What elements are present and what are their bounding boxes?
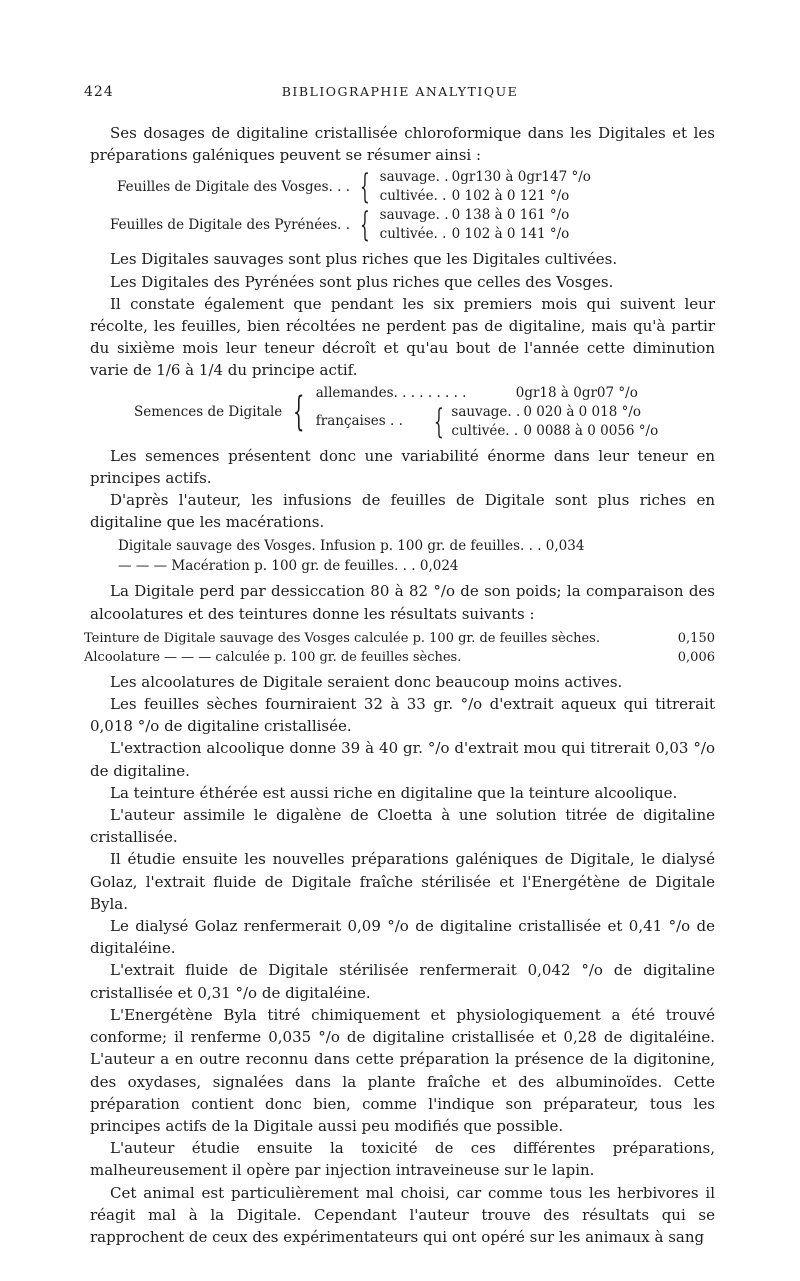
option-row (380, 225, 570, 244)
paragraph: Les Digitales des Pyrénées sont plus riches que celles des Vosges. (110, 272, 614, 291)
teinture-table (84, 629, 715, 667)
option-value: 0 020 à 0 018 °/o (523, 403, 642, 420)
option-row (380, 206, 570, 225)
brace-icon: { (433, 401, 444, 442)
option-name: allemandes. . . . . . . . . (315, 384, 467, 401)
table-row (90, 168, 715, 206)
row-options (380, 168, 591, 206)
option-name: françaises . . (315, 413, 403, 430)
table-row (90, 206, 715, 244)
brace-icon: { (359, 205, 370, 246)
table-line (84, 629, 715, 648)
running-title: BIBLIOGRAPHIE ANALYTIQUE (281, 84, 519, 99)
row-options (316, 384, 658, 441)
option-name: sauvage. . (451, 403, 521, 420)
line-value: 0,150 (677, 630, 715, 646)
infusion-table (118, 537, 715, 576)
option-name: cultivée. . (379, 226, 447, 243)
option-name: sauvage. . (379, 207, 449, 224)
row-label: Semences de Digitale (134, 403, 283, 420)
option-value: 0gr130 à 0gr147 °/o (451, 169, 591, 186)
page-header (84, 84, 716, 104)
option-name: cultivée. . (379, 188, 447, 205)
paragraph: Les alcoolatures de Digitale seraient donc beaucoup moins actives. (110, 672, 623, 691)
brace-icon: { (359, 167, 370, 208)
row-label: Feuilles de Digitale des Pyrénées. . (109, 216, 350, 233)
option-row (316, 384, 658, 403)
option-name: sauvage. . (379, 169, 449, 186)
paragraph: L'extrait fluide de Digitale stérilisée renfermerait 0,042 °/o de digitaline cristallisée et 0,31 °/o de digitaléine. (90, 961, 715, 1002)
option-value: 0 138 à 0 161 °/o (451, 207, 570, 224)
row-label: Feuilles de Digitale des Vosges. . . (116, 178, 350, 195)
paragraph: Il étudie ensuite les nouvelles préparations galéniques de Digitale, le dialysé Golaz, l'extrait fluide de Digitale fraîche stérilisée et l'Energétène de Digitale Byla. (90, 850, 715, 913)
paragraph: Les semences présentent donc une variabilité énorme dans leur teneur en principes actifs. (90, 446, 715, 487)
option-name: cultivée. . (451, 422, 519, 439)
paragraph: La Digitale perd par dessiccation 80 à 82 °/o de son poids; la comparaison des alcoolatures et des teintures donne les résultats suivants : (90, 582, 715, 623)
dosage-table-feuilles (90, 168, 715, 244)
row-options (380, 206, 570, 244)
brace-icon: { (293, 389, 305, 436)
line-text: Alcoolature — — — calculée p. 100 gr. de feuilles sèches. (84, 649, 462, 665)
paragraph: D'après l'auteur, les infusions de feuilles de Digitale sont plus riches en digitaline que les macérations. (90, 491, 715, 532)
option-row (451, 403, 658, 422)
option-row (380, 187, 591, 206)
option-row (451, 422, 658, 441)
page-body (84, 122, 715, 1248)
paragraph: L'extraction alcoolique donne 39 à 40 gr. °/o d'extrait mou qui titrerait 0,03 °/o de digitaline. (90, 739, 715, 780)
table-line (84, 648, 715, 667)
option-value: 0 0088 à 0 0056 °/o (523, 422, 659, 439)
option-row (380, 168, 591, 187)
table-line: Digitale sauvage des Vosges. Infusion p. 100 gr. de feuilles. . . 0,034 (118, 538, 585, 555)
paragraph: Le dialysé Golaz renfermerait 0,09 °/o de digitaline cristallisée et 0,41 °/o de digitaléine. (90, 917, 715, 958)
paragraph: L'auteur assimile le digalène de Cloetta à une solution titrée de digitaline cristallisée. (90, 806, 715, 847)
table-row (134, 384, 715, 441)
line-value: 0,006 (677, 649, 715, 665)
dosage-table-semences (134, 384, 715, 441)
paragraph: Les Digitales sauvages sont plus riches que les Digitales cultivées. (110, 250, 618, 269)
option-value: 0gr18 à 0gr07 °/o (515, 384, 638, 401)
option-row (316, 403, 658, 441)
paragraph: La teinture éthérée est aussi riche en digitaline que la teinture alcoolique. (110, 783, 678, 802)
page-number: 424 (84, 84, 114, 100)
table-line: — — — Macération p. 100 gr. de feuilles. . . 0,024 (118, 557, 459, 574)
paragraph: Il constate également que pendant les six premiers mois qui suivent leur récolte, les feuilles, bien récoltées ne perdent pas de digitaline, mais qu'à partir du sixième mois leur teneur décroît et qu'au bout de l'année cette diminution varie de 1/6 à 1/4 du principe actif. (90, 294, 715, 380)
option-value: 0 102 à 0 121 °/o (451, 188, 570, 205)
paragraph: L'auteur étudie ensuite la toxicité de ces différentes préparations, malheureusement il opère par injection intraveineuse sur le lapin. (90, 1139, 715, 1180)
sub-options (451, 403, 658, 441)
paragraph-intro: Ses dosages de digitaline cristallisée chloroformique dans les Digitales et les préparations galéniques peuvent se résumer ainsi : (90, 124, 715, 165)
option-value: 0 102 à 0 141 °/o (451, 226, 570, 243)
line-text: Teinture de Digitale sauvage des Vosges calculée p. 100 gr. de feuilles sèches. (84, 630, 600, 646)
paragraph: Les feuilles sèches fourniraient 32 à 33 gr. °/o d'extrait aqueux qui titrerait 0,018 °/o de digitaline cristallisée. (90, 695, 715, 736)
paragraph: L'Energétène Byla titré chimiquement et physiologiquement a été trouvé conforme; il renferme 0,035 °/o de digitaline cristallisée et 0,28 de digitaléine. L'auteur a en outre reconnu dans cette préparation la présence de la digitonine, des oxydases, signalées dans la plante fraîche et des albuminoïdes. Cette préparation contient donc bien, comme l'indique son préparateur, tous les principes actifs de la Digitale aussi peu modifiés que possible. (90, 1005, 715, 1135)
paragraph: Cet animal est particulièrement mal choisi, car comme tous les herbivores il réagit mal à la Digitale. Cependant l'auteur trouve des résultats qui se rapprochent de ceux des expérimentateurs qui ont opéré sur les animaux à sang (90, 1183, 715, 1246)
